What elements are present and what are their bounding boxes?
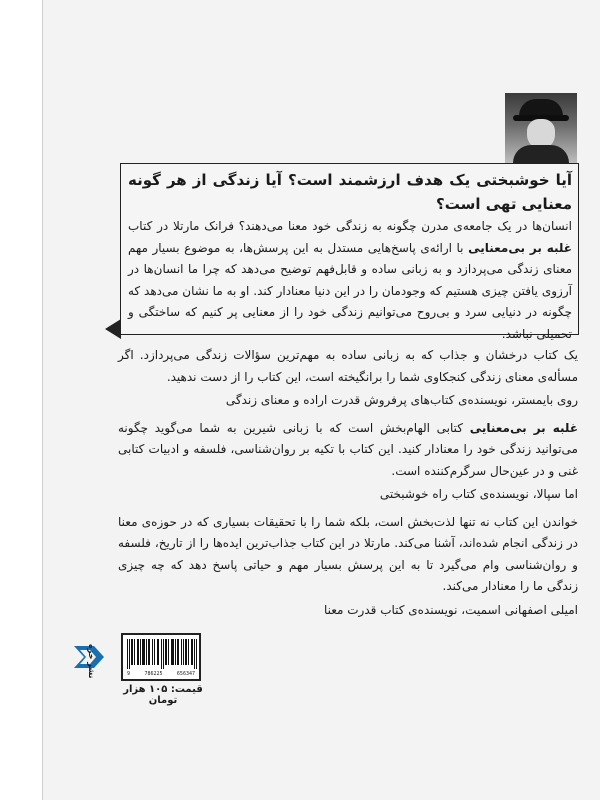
- review-author: امیلی اصفهانی اسمیت، نویسنده‌ی کتاب قدرت معنا: [323, 602, 578, 617]
- publisher-name: نشر خزه: [87, 644, 96, 679]
- blurb-text: [128, 168, 572, 345]
- blurb-line: بسیار مهم معنای زندگی می‌پردازد و به زبانی ساده و قابل‌فهم توضیح می‌دهد که چرا: [128, 240, 572, 276]
- barcode-icon: [127, 639, 197, 669]
- review-author: روی بایمستر، نویسنده‌ی کتاب‌های پرفروش قدرت اراده و معنای زندگی: [225, 393, 578, 407]
- review-author: اما سپالا، نویسنده‌ی کتاب راه خوشبختی: [379, 487, 578, 501]
- review-text: غلبه بر بی‌معنایی کتابی الهام‌بخش است که با زبانی شیرین به شما می‌گوید چگونه می‌توانید زندگی خود را معنادار کنید. این کتاب با تکیه بر روان‌شناسی، فلسفه و ادبیات کتابی غنی و در عین‌حال سرگرم‌کننده است.: [118, 420, 579, 478]
- quote-box-tail: [105, 319, 121, 339]
- price-label: قیمت: ۱۰۵ هزار تومان: [123, 684, 203, 706]
- blurb-line: انسان‌ها در یک جامعه‌ی مدرن چگونه به زندگی خود معنا می‌دهند؟ فرانک مارتلا در: [157, 219, 572, 233]
- blurb-line: با ارائه‌ی پاسخ‌هایی مستدل به این پرسش‌ها، به موضوع: [184, 240, 464, 255]
- barcode-digits: 9 786225 656347: [127, 671, 195, 677]
- isbn-barcode: [121, 633, 201, 681]
- blurb-headline: آیا خوشبختی یک هدف ارزشمند است؟ آیا زندگی از هر گونه معنایی تهی است؟: [128, 171, 572, 213]
- book-title: غلبه بر بی‌معنایی: [469, 420, 579, 435]
- blurb-line: کتاب: [128, 219, 153, 233]
- cover-edge: [42, 0, 43, 800]
- review-text: یک کتاب درخشان و جذاب که به زبانی ساده به مهم‌ترین سؤالات زندگی می‌پردازد. اگر مسأله‌ی معنای زندگی کنجکاوی شما را برانگیخته است، این کتاب را از دست ندهید.: [118, 348, 578, 384]
- book-title: غلبه بر بی‌معنایی: [468, 240, 572, 255]
- author-photo: [505, 93, 577, 163]
- blurb-line: به ما نشان می‌دهد که چگونه در دنیایی سرد و بی‌روح می‌توانیم زندگی خود را از: [128, 283, 572, 319]
- reviews: [118, 345, 578, 627]
- blurb-line: ما انسان‌ها در آرزوی یافتن چیزی هستیم که وجودمان را در این دنیا معنادار کند. او: [128, 262, 572, 298]
- review-text: خواندن این کتاب نه تنها لذت‌بخش است، بلکه شما را با تحقیقات بسیاری که در حوزه‌ی معنا در زندگی انجام شده‌اند، آشنا می‌کند. مارتلا در این کتاب جذاب‌ترین ایده‌ها را از تاریخ، فلسفه و روان‌شناسی وام می‌گیرد تا به این پرسش بسیار مهم و حیاتی پاسخ دهد که چه چیزی زندگی ما را معنادار می‌کند.: [118, 514, 578, 593]
- blurb-line: معنایی پر کنیم که ساختگی و تحمیلی نباشد.: [128, 305, 572, 341]
